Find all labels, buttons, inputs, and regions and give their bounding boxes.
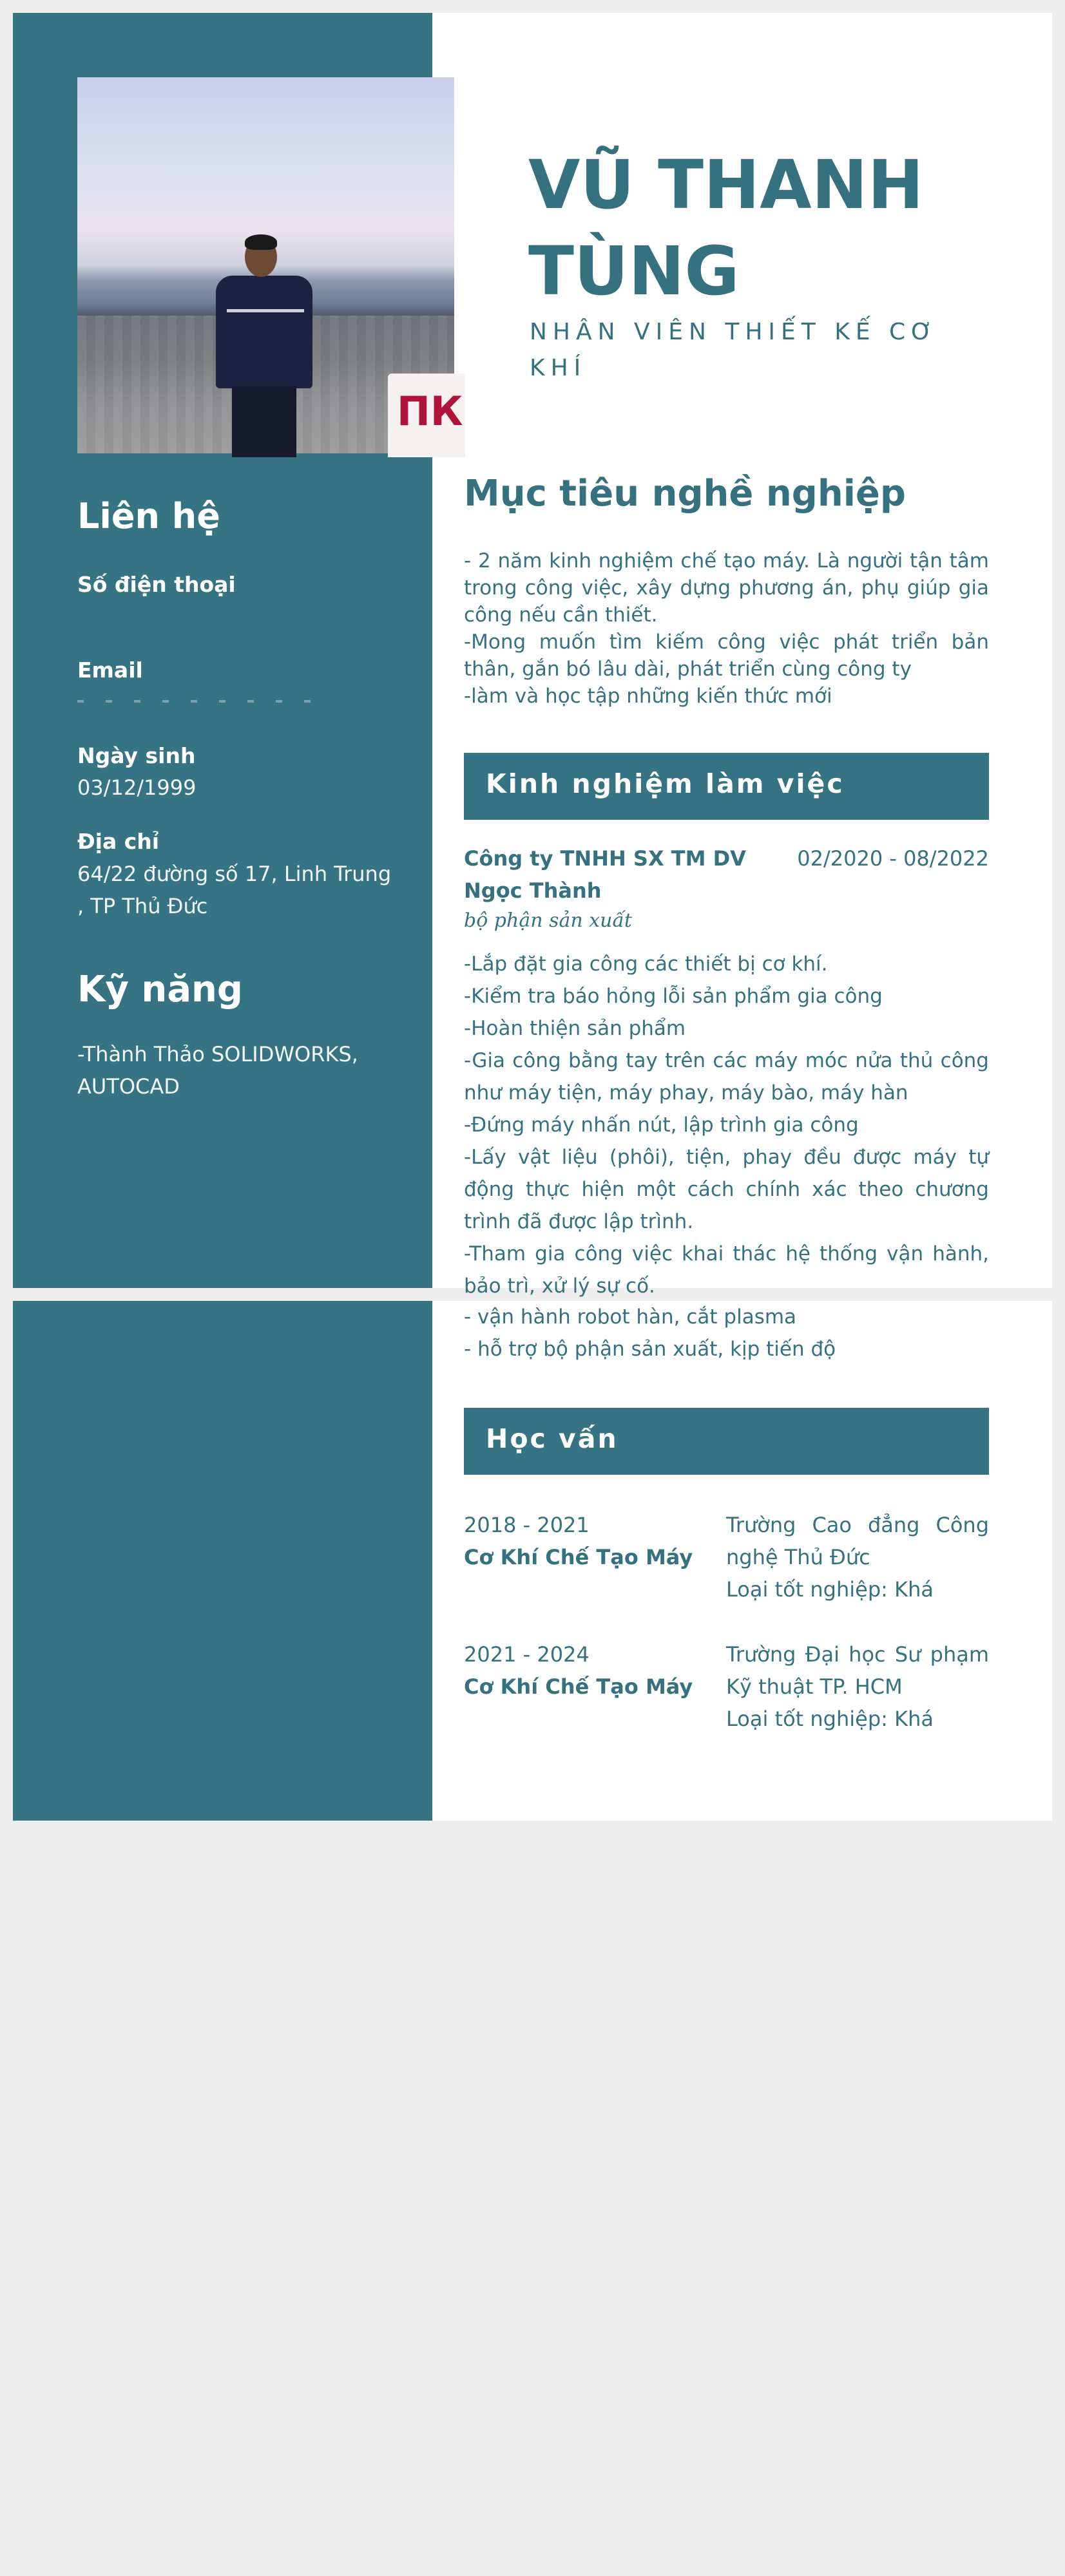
- education-school: Trường Đại học Sư phạm Kỹ thuật TP. HCM: [726, 1642, 989, 1699]
- education-major: Cơ Khí Chế Tạo Máy: [464, 1545, 693, 1569]
- education-heading: Học vấn: [486, 1423, 619, 1454]
- experience-heading-band: [464, 753, 989, 820]
- department: bộ phận sản xuất: [464, 909, 632, 932]
- education-school: Trường Cao đẳng Công nghệ Thủ Đức: [726, 1513, 989, 1569]
- sign-in-photo: [388, 374, 465, 457]
- birthday-value: 03/12/1999: [77, 775, 197, 800]
- objective-text: [464, 547, 989, 710]
- duty-item: -Gia công bằng tay trên các máy móc nửa thủ công như máy tiện, máy phay, máy bào, máy hàn: [464, 1049, 989, 1104]
- education-grade: Loại tốt nghiệp: Khá: [726, 1577, 934, 1602]
- education-years: 2018 - 2021: [464, 1513, 590, 1537]
- resume-page-1: [13, 13, 1052, 1298]
- duty-item: - vận hành robot hàn, cắt plasma: [464, 1305, 797, 1329]
- objective-line: -làm và học tập những kiến thức mới: [464, 685, 832, 708]
- email-label: Email: [77, 658, 143, 683]
- education-heading-band: [464, 1408, 989, 1475]
- employment-dates: 02/2020 - 08/2022: [797, 846, 989, 871]
- experience-heading: Kinh nghiệm làm việc: [486, 768, 845, 799]
- birthday-label: Ngày sinh: [77, 743, 196, 768]
- education-years: 2021 - 2024: [464, 1642, 590, 1667]
- duty-item: -Kiểm tra báo hỏng lỗi sản phẩm gia công: [464, 985, 883, 1008]
- skills-text: -Thành Thảo SOLIDWORKS, AUTOCAD: [77, 1042, 358, 1099]
- duty-list: [464, 948, 989, 1302]
- education-major: Cơ Khí Chế Tạo Máy: [464, 1674, 693, 1699]
- address-value: 64/22 đường số 17, Linh Trung , TP Thủ Đức: [77, 862, 392, 918]
- job-title: NHÂN VIÊN THIẾT KẾ CƠ KHÍ: [530, 319, 939, 381]
- skills-heading: Kỹ năng: [77, 969, 244, 1010]
- redacted-email: [77, 700, 329, 703]
- resume-page-2: [13, 1301, 1052, 1821]
- company-name: Công ty TNHH SX TM DV Ngọc Thành: [464, 846, 746, 903]
- phone-label: Số điện thoại: [77, 572, 236, 597]
- duty-item: -Đứng máy nhấn nút, lập trình gia công: [464, 1113, 859, 1137]
- sign-text: ПК: [397, 388, 463, 435]
- duty-item: -Tham gia công việc khai thác hệ thống vận hành, bảo trì, xử lý sự cố.: [464, 1242, 989, 1298]
- objective-heading: Mục tiêu nghề nghiệp: [464, 473, 906, 515]
- duty-list-continued: [464, 1301, 989, 1365]
- duty-item: -Lấy vật liệu (phôi), tiện, phay đều được máy tự động thực hiện một cách chính xác theo chương trình đã được lập trình.: [464, 1146, 989, 1233]
- education-grade: Loại tốt nghiệp: Khá: [726, 1707, 934, 1731]
- duty-item: -Hoàn thiện sản phẩm: [464, 1017, 686, 1040]
- duty-item: -Lắp đặt gia công các thiết bị cơ khí.: [464, 952, 828, 976]
- candidate-name: VŨ THANH TÙNG: [528, 146, 924, 310]
- profile-photo: [77, 77, 463, 453]
- objective-line: -Mong muốn tìm kiếm công việc phát triển bản thân, gắn bó lâu dài, phát triển cùng công ty: [464, 630, 989, 681]
- objective-line: - 2 năm kinh nghiệm chế tạo máy. Là người tận tâm trong công việc, xây dựng phương án, phụ giúp gia công nếu cần thiết.: [464, 549, 989, 627]
- sidebar: [13, 1301, 432, 1821]
- contact-heading: Liên hệ: [77, 496, 220, 536]
- address-label: Địa chỉ: [77, 829, 160, 854]
- duty-item: - hỗ trợ bộ phận sản xuất, kịp tiến độ: [464, 1338, 836, 1361]
